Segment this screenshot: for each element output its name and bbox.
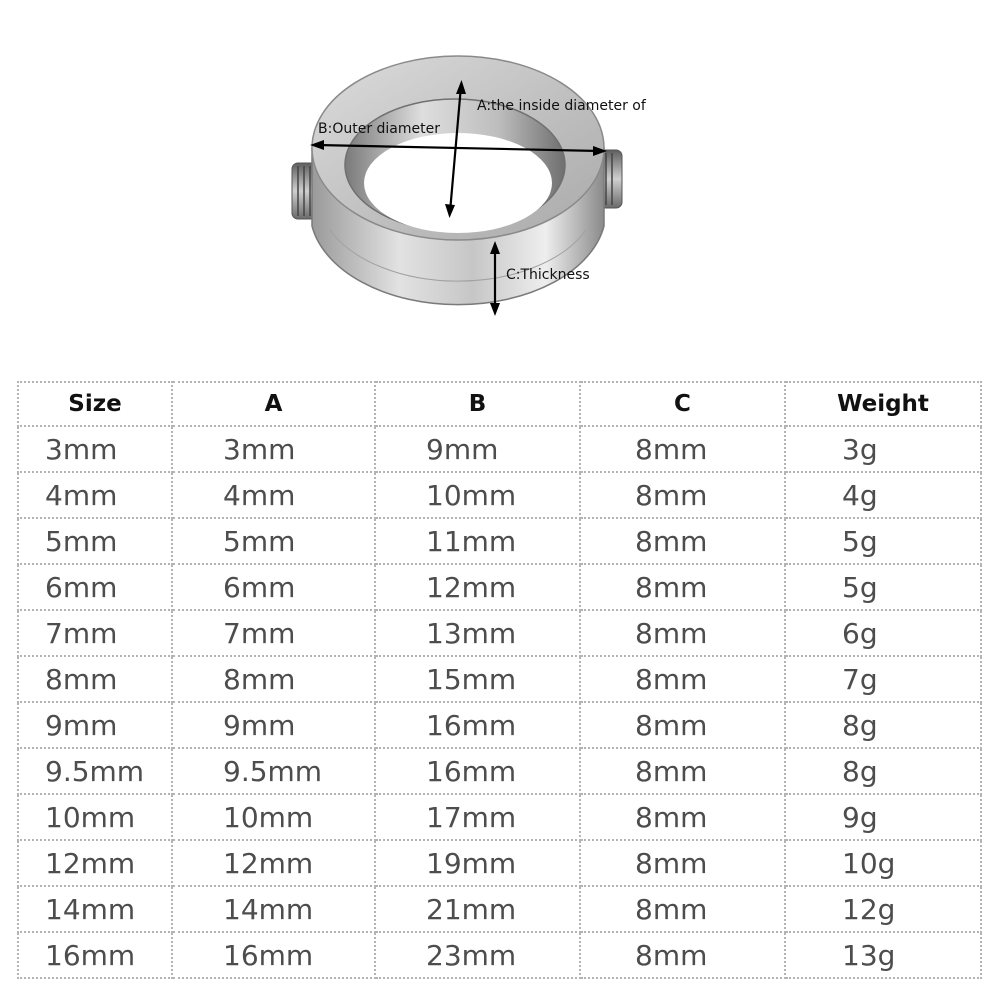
cell-b: 19mm	[375, 840, 580, 886]
cell-c: 8mm	[580, 518, 785, 564]
cell-c: 8mm	[580, 840, 785, 886]
cell-a: 4mm	[172, 472, 375, 518]
cell-a: 10mm	[172, 794, 375, 840]
cell-weight: 9g	[785, 794, 981, 840]
cell-size: 9mm	[18, 702, 172, 748]
table-row	[18, 472, 981, 518]
cell-c: 8mm	[580, 564, 785, 610]
cell-a: 14mm	[172, 886, 375, 932]
cell-c: 8mm	[580, 656, 785, 702]
table-row	[18, 610, 981, 656]
cell-c: 8mm	[580, 610, 785, 656]
cell-weight: 5g	[785, 518, 981, 564]
cell-b: 23mm	[375, 932, 580, 978]
cell-size: 4mm	[18, 472, 172, 518]
cell-b: 21mm	[375, 886, 580, 932]
cell-size: 3mm	[18, 426, 172, 472]
header-size: Size	[18, 382, 172, 426]
table-header-row	[18, 382, 981, 426]
table-row	[18, 886, 981, 932]
cell-b: 12mm	[375, 564, 580, 610]
cell-c: 8mm	[580, 426, 785, 472]
cell-size: 16mm	[18, 932, 172, 978]
cell-size: 8mm	[18, 656, 172, 702]
cell-c: 8mm	[580, 794, 785, 840]
cell-b: 15mm	[375, 656, 580, 702]
cell-weight: 12g	[785, 886, 981, 932]
label-c-thickness: C:Thickness	[506, 267, 590, 283]
cell-size: 10mm	[18, 794, 172, 840]
cell-a: 3mm	[172, 426, 375, 472]
header-a: A	[172, 382, 375, 426]
cell-weight: 7g	[785, 656, 981, 702]
cell-weight: 3g	[785, 426, 981, 472]
cell-c: 8mm	[580, 748, 785, 794]
table-row	[18, 932, 981, 978]
cell-size: 9.5mm	[18, 748, 172, 794]
cell-weight: 4g	[785, 472, 981, 518]
cell-size: 12mm	[18, 840, 172, 886]
cell-size: 14mm	[18, 886, 172, 932]
cell-size: 5mm	[18, 518, 172, 564]
cell-a: 8mm	[172, 656, 375, 702]
cell-c: 8mm	[580, 932, 785, 978]
table-row	[18, 748, 981, 794]
table-row	[18, 564, 981, 610]
cell-b: 9mm	[375, 426, 580, 472]
cell-weight: 13g	[785, 932, 981, 978]
cell-b: 17mm	[375, 794, 580, 840]
cell-weight: 8g	[785, 702, 981, 748]
cell-b: 10mm	[375, 472, 580, 518]
cell-a: 16mm	[172, 932, 375, 978]
shaft-collar-diagram	[0, 0, 1001, 360]
cell-size: 6mm	[18, 564, 172, 610]
cell-a: 5mm	[172, 518, 375, 564]
cell-c: 8mm	[580, 472, 785, 518]
cell-weight: 5g	[785, 564, 981, 610]
header-b: B	[375, 382, 580, 426]
cell-c: 8mm	[580, 886, 785, 932]
cell-c: 8mm	[580, 702, 785, 748]
cell-a: 9mm	[172, 702, 375, 748]
table-row	[18, 426, 981, 472]
table-row	[18, 656, 981, 702]
cell-b: 16mm	[375, 748, 580, 794]
header-c: C	[580, 382, 785, 426]
cell-a: 6mm	[172, 564, 375, 610]
cell-a: 9.5mm	[172, 748, 375, 794]
table-row	[18, 518, 981, 564]
table-row	[18, 702, 981, 748]
table-row	[18, 794, 981, 840]
label-a-inside-diameter: A:the inside diameter of	[477, 98, 646, 114]
cell-b: 13mm	[375, 610, 580, 656]
cell-weight: 6g	[785, 610, 981, 656]
cell-a: 7mm	[172, 610, 375, 656]
header-weight: Weight	[785, 382, 981, 426]
size-specification-table	[17, 381, 982, 979]
cell-weight: 8g	[785, 748, 981, 794]
table-row	[18, 840, 981, 886]
cell-b: 16mm	[375, 702, 580, 748]
cell-b: 11mm	[375, 518, 580, 564]
label-b-outer-diameter: B:Outer diameter	[318, 121, 440, 137]
cell-a: 12mm	[172, 840, 375, 886]
cell-weight: 10g	[785, 840, 981, 886]
cell-size: 7mm	[18, 610, 172, 656]
